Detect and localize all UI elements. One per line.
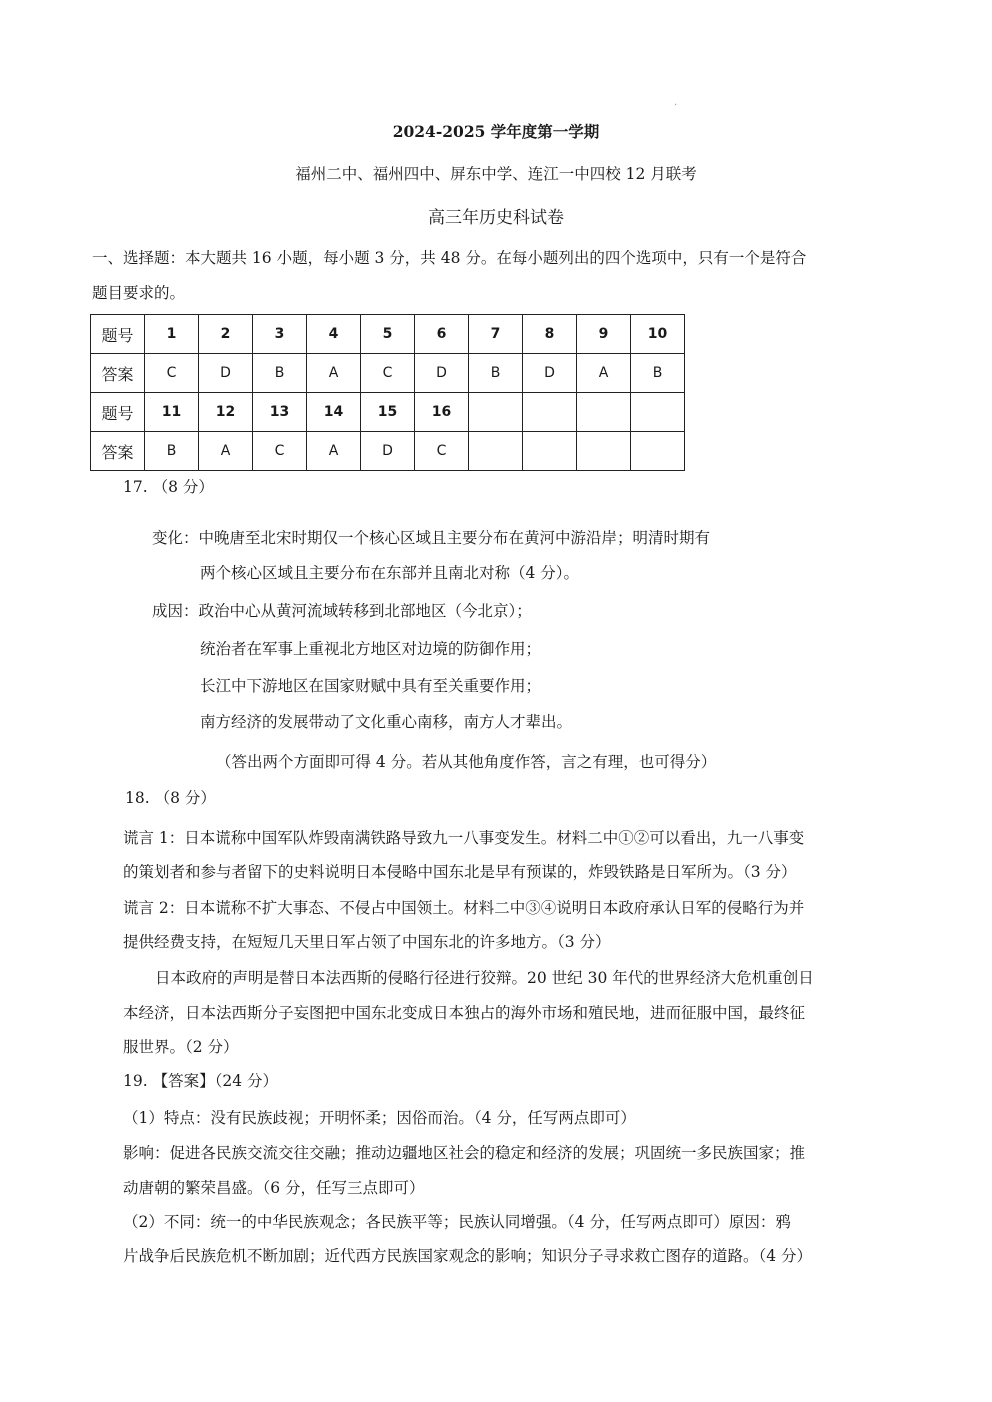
table-cell: 10	[631, 315, 685, 354]
table-cell: 16	[415, 393, 469, 432]
table-row	[91, 393, 685, 432]
table-cell: D	[523, 354, 577, 393]
header-term: 2024-2025 学年度第一学期	[392, 122, 600, 141]
table-cell: 4	[307, 315, 361, 354]
table-cell	[631, 432, 685, 471]
section-intro-2: 题目要求的。	[92, 284, 186, 302]
table-cell: B	[469, 354, 523, 393]
table-cell	[469, 393, 523, 432]
q17-line-7: （答出两个方面即可得 4 分。若从其他角度作答，言之有理，也可得分）	[216, 753, 717, 771]
table-row-header: 答案	[91, 432, 145, 471]
table-cell: B	[145, 432, 199, 471]
table-cell: 11	[145, 393, 199, 432]
q19-line-3: 动唐朝的繁荣昌盛。（6 分，任写三点即可）	[123, 1179, 425, 1197]
table-cell: B	[631, 354, 685, 393]
q19-line-5: 片战争后民族危机不断加剧；近代西方民族国家观念的影响；知识分子寻求救亡图存的道路。（4 分）	[123, 1247, 813, 1265]
table-cell: 3	[253, 315, 307, 354]
table-cell: 6	[415, 315, 469, 354]
table-cell: 5	[361, 315, 415, 354]
q19-line-4: （2）不同：统一的中华民族观念；各民族平等；民族认同增强。（4 分，任写两点即可）原因：鸦	[123, 1213, 791, 1231]
table-cell: D	[415, 354, 469, 393]
q17-title: 17. （8 分）	[123, 478, 214, 496]
answer-table	[90, 314, 685, 471]
table-cell: 8	[523, 315, 577, 354]
table-cell: 14	[307, 393, 361, 432]
table-cell: 15	[361, 393, 415, 432]
q18-line-5: 日本政府的声明是替日本法西斯的侵略行径进行狡辩。20 世纪 30 年代的世界经济大危机重创日	[155, 969, 814, 987]
table-cell: 9	[577, 315, 631, 354]
table-row-header: 答案	[91, 354, 145, 393]
q17-line-2: 两个核心区域且主要分布在东部并且南北对称（4 分）。	[200, 564, 580, 582]
table-cell: 7	[469, 315, 523, 354]
table-cell: D	[199, 354, 253, 393]
table-cell	[523, 432, 577, 471]
table-row-header: 题号	[91, 315, 145, 354]
table-cell: A	[307, 354, 361, 393]
q18-line-7: 服世界。（2 分）	[123, 1038, 239, 1056]
table-cell: 2	[199, 315, 253, 354]
q18-line-1: 谎言 1：日本谎称中国军队炸毁南满铁路导致九一八事变发生。材料二中①②可以看出，九一八事变	[123, 829, 805, 847]
q19-line-1: （1）特点：没有民族歧视；开明怀柔；因俗而治。（4 分，任写两点即可）	[123, 1109, 636, 1127]
table-cell: C	[361, 354, 415, 393]
table-cell: A	[577, 354, 631, 393]
table-cell: A	[307, 432, 361, 471]
table-row	[91, 315, 685, 354]
table-row-header: 题号	[91, 393, 145, 432]
table-cell	[577, 432, 631, 471]
q18-line-6: 本经济，日本法西斯分子妄图把中国东北变成日本独占的海外市场和殖民地，进而征服中国，最终征	[123, 1004, 806, 1022]
page-title: 高三年历史科试卷	[428, 208, 564, 228]
page-dot: ·	[674, 100, 678, 111]
table-cell	[577, 393, 631, 432]
table-cell: 13	[253, 393, 307, 432]
table-cell: C	[253, 432, 307, 471]
q18-line-3: 谎言 2：日本谎称不扩大事态、不侵占中国领土。材料二中③④说明日本政府承认日军的侵略行为并	[123, 899, 805, 917]
table-cell: C	[415, 432, 469, 471]
q17-line-6: 南方经济的发展带动了文化重心南移，南方人才辈出。	[200, 713, 573, 731]
table-cell	[631, 393, 685, 432]
table-row	[91, 354, 685, 393]
section-intro-1: 一、选择题：本大题共 16 小题，每小题 3 分，共 48 分。在每小题列出的四个选项中，只有一个是符合	[92, 249, 807, 267]
table-cell: A	[199, 432, 253, 471]
header-schools: 福州二中、福州四中、屏东中学、连江一中四校 12 月联考	[295, 165, 697, 183]
q18-title: 18. （8 分）	[125, 789, 216, 807]
table-cell	[523, 393, 577, 432]
table-row	[91, 432, 685, 471]
table-cell: C	[145, 354, 199, 393]
q17-line-4: 统治者在军事上重视北方地区对边境的防御作用；	[200, 640, 542, 658]
q17-line-1: 变化：中晚唐至北宋时期仅一个核心区域且主要分布在黄河中游沿岸；明清时期有	[152, 529, 711, 547]
q18-line-4: 提供经费支持，在短短几天里日军占领了中国东北的许多地方。（3 分）	[123, 933, 611, 951]
table-cell: 12	[199, 393, 253, 432]
q17-line-3: 成因：政治中心从黄河流域转移到北部地区（今北京）；	[152, 602, 532, 620]
table-cell: B	[253, 354, 307, 393]
q19-title: 19. 【答案】（24 分）	[123, 1072, 278, 1090]
table-cell	[469, 432, 523, 471]
q18-line-2: 的策划者和参与者留下的史料说明日本侵略中国东北是早有预谋的，炸毁铁路是日军所为。（3 分）	[123, 863, 797, 881]
table-cell: 1	[145, 315, 199, 354]
q17-line-5: 长江中下游地区在国家财赋中具有至关重要作用；	[200, 677, 542, 695]
table-cell: D	[361, 432, 415, 471]
q19-line-2: 影响：促进各民族交流交往交融；推动边疆地区社会的稳定和经济的发展；巩固统一多民族国家；推	[123, 1144, 806, 1162]
